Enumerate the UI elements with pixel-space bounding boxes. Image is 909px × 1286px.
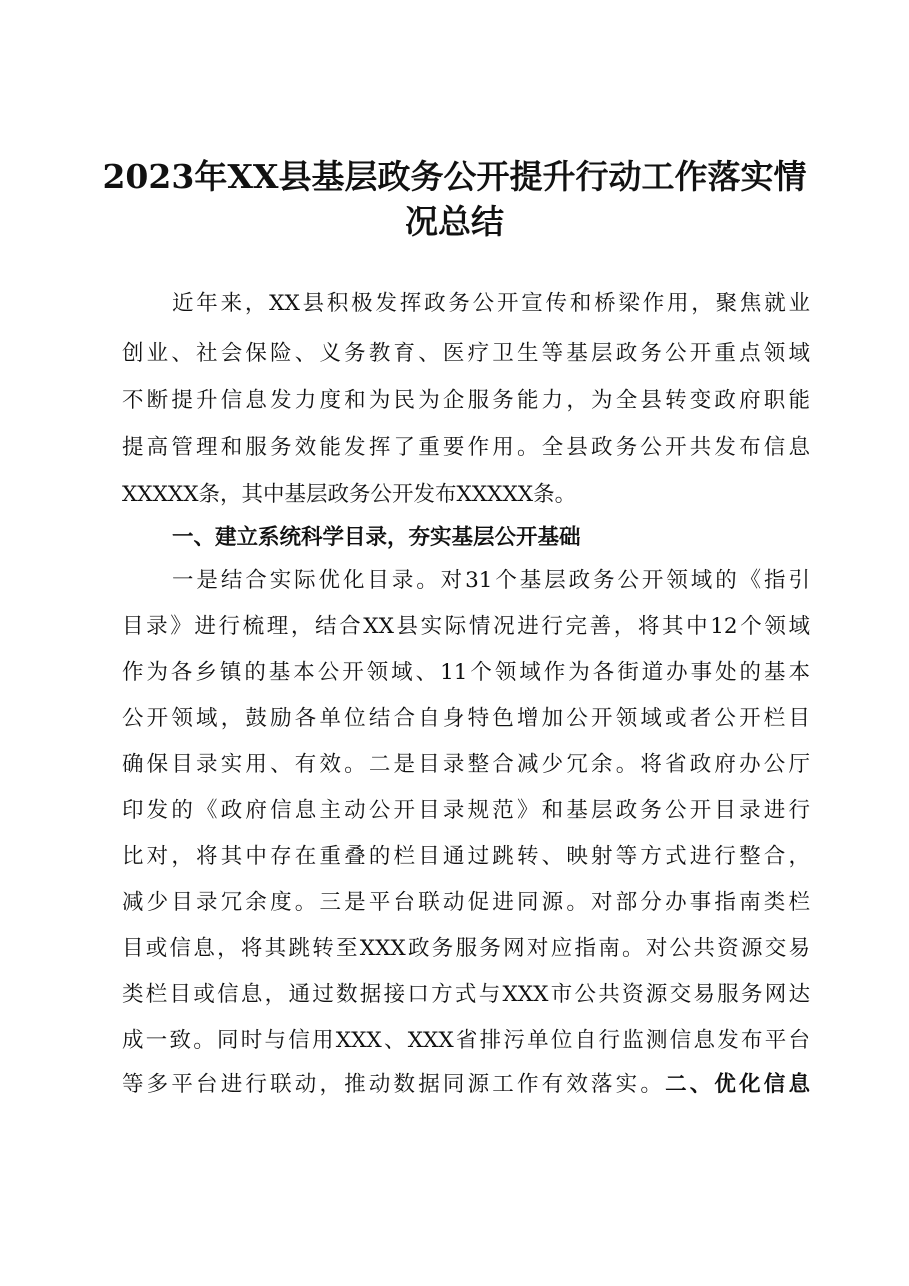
section-1-line-3: 作为各乡镇的基本公开领域、11个领域作为各街道办事处的基本 bbox=[122, 660, 810, 685]
section-1-line-7: 比对，将其中存在重叠的栏目通过跳转、映射等方式进行整合， bbox=[122, 844, 810, 869]
intro-line-4: 提高管理和服务效能发挥了重要作用。全县政务公开共发布信息 bbox=[122, 435, 810, 460]
intro-line-2: 创业、社会保险、义务教育、医疗卫生等基层政务公开重点领域 bbox=[122, 341, 810, 366]
document-title-line-1: 2023年XX县基层政务公开提升行动工作落实情 bbox=[102, 157, 807, 196]
intro-line-3: 不断提升信息发力度和为民为企服务能力，为全县转变政府职能 bbox=[122, 388, 810, 413]
intro-line-1: 近年来，XX县积极发挥政务公开宣传和桥梁作用，聚焦就业 bbox=[172, 291, 810, 316]
section-1-heading: 一、建立系统科学目录，夯实基层公开基础 bbox=[172, 525, 581, 550]
section-1-line-10: 类栏目或信息，通过数据接口方式与XXX市公共资源交易服务网达 bbox=[122, 982, 810, 1007]
section-1-line-9: 目或信息，将其跳转至XXX政务服务网对应指南。对公共资源交易 bbox=[122, 936, 810, 961]
section-1-line-8: 减少目录冗余度。三是平台联动促进同源。对部分办事指南类栏 bbox=[122, 890, 810, 915]
section-1-line-12-text: 等多平台进行联动，推动数据同源工作有效落实。 bbox=[122, 1072, 666, 1097]
section-1-line-1: 一是结合实际优化目录。对31个基层政务公开领域的《指引 bbox=[172, 568, 810, 593]
section-1-line-2: 目录》进行梳理，结合XX县实际情况进行完善，将其中12个领域 bbox=[122, 614, 810, 639]
section-1-line-4: 公开领域，鼓励各单位结合自身特色增加公开领域或者公开栏目 bbox=[122, 706, 810, 731]
section-1-line-5: 确保目录实用、有效。二是目录整合减少冗余。将省政府办公厅 bbox=[122, 752, 810, 777]
document-title-line-2: 况总结 bbox=[405, 202, 504, 241]
section-1-line-6: 印发的《政府信息主动公开目录规范》和基层政务公开目录进行 bbox=[122, 798, 810, 823]
intro-line-5: XXXXX条，其中基层政务公开发布XXXXX条。 bbox=[122, 482, 577, 507]
section-1-line-12 bbox=[122, 1070, 810, 1100]
section-1-line-11: 成一致。同时与信用XXX、XXX省排污单位自行监测信息发布平台 bbox=[122, 1028, 810, 1053]
section-2-heading-start: 二、优化信息 bbox=[665, 1072, 810, 1097]
